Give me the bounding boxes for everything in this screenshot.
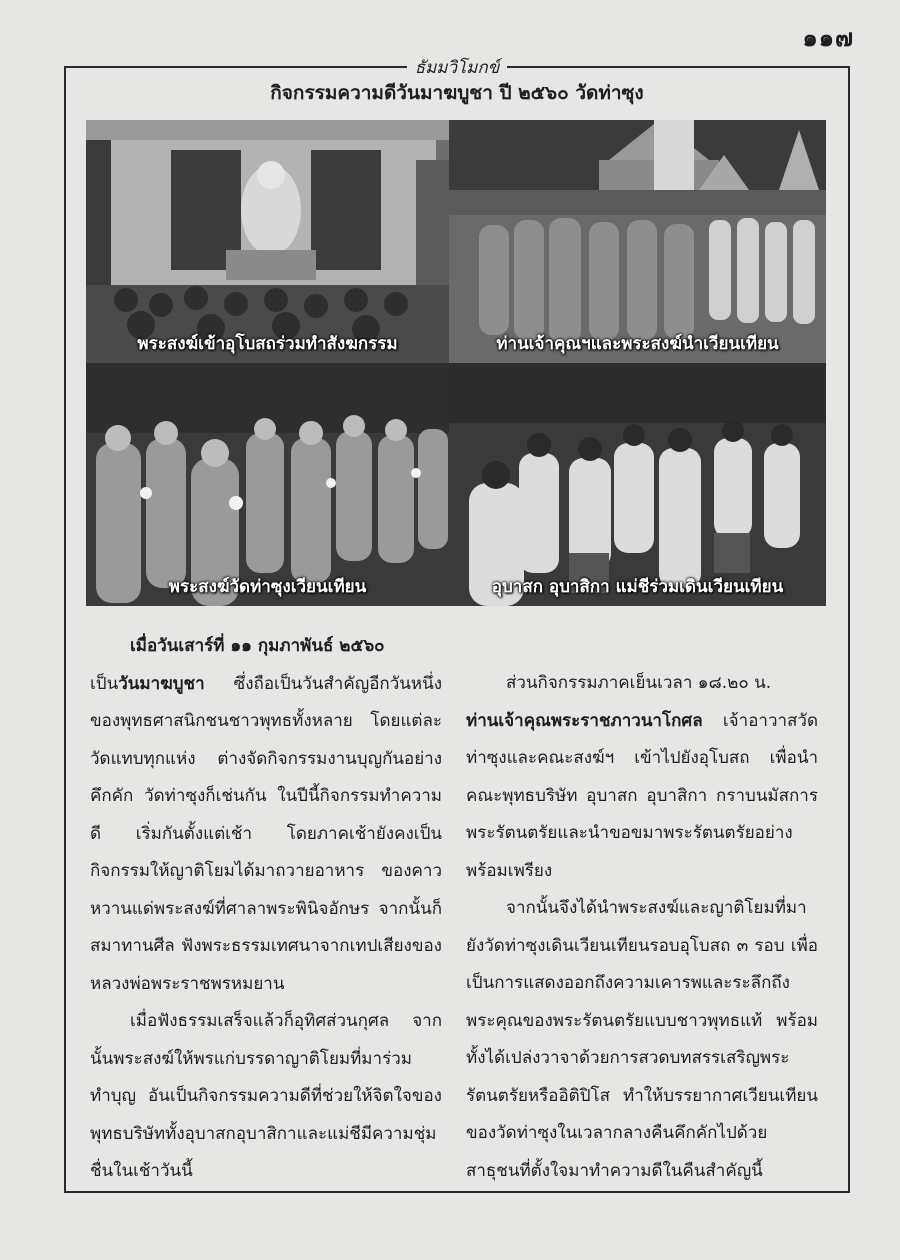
article-title: กิจกรรมความดีวันมาฆบูชา ปี ๒๕๖๐ วัดท่าซุง	[270, 82, 644, 104]
article-frame	[64, 58, 850, 1193]
paragraph	[466, 665, 818, 890]
paragraph: จากนั้นจึงได้นำพระสงฆ์และญาติโยมที่มายังวัดท่าซุงเดินเวียนเทียนรอบอุโบสถ ๓ รอบ เพื่อเป็นการแสดงออกถึงความเคารพและระลึกถึงพระคุณของพระรัตนตรัยแบบชาวพุทธแท้ พร้อมทั้งได้เปล่งวาจาด้วยการสวดบทสรรเสริญพระรัตนตรัยหรืออิติปิโส ทำให้บรรยากาศเวียนเทียนของวัดท่าซุงในเวลากลางคืนคึกคักไปด้วยสาธุชนที่ตั้งใจมาทำความดีในคืนสำคัญนี้	[466, 898, 818, 1181]
photo-monks-in-hall-image	[86, 120, 449, 363]
running-head-text: ธัมมวิโมกข์	[407, 58, 508, 78]
paragraph-text: เป็น	[90, 673, 119, 694]
paragraph-lead: เมื่อวันเสาร์ที่ ๑๑ กุมภาพันธ์ ๒๕๖๐	[130, 636, 385, 656]
running-head	[66, 54, 848, 81]
photo-caption: อุบาสก อุบาสิกา แม่ชีร่วมเดินเวียนเทียน	[491, 577, 784, 597]
paragraph-text: ส่วนกิจกรรมภาคเย็นเวลา ๑๘.๒๐ น.	[506, 673, 772, 693]
photo-monks-in-hall	[86, 120, 449, 363]
photo-abbot-leading-procession-image	[449, 120, 826, 363]
paragraph-text: ซึ่งถือเป็นวันสำคัญอีกวันหนึ่งของพุทธศาสนิกชนชาวพุทธทั้งหลาย โดยแต่ละวัดแทบทุกแห่ง ต่างจัดกิจกรรมงานบุญกันอย่างคึกคัก วัดท่าซุงก็เช่นกัน ในปีนี้กิจกรรมทำความดี เริ่มกันตั้งแต่เช้า โดยภาคเช้ายังคงเป็นกิจกรรมให้ญาติโยมได้มาถวายอาหาร ของคาวหวานแด่พระสงฆ์ที่ศาลาพระพินิจอักษร จากนั้นก็สมาทานศีล ฟังพระธรรมเทศนาจากเทปเสียงของหลวงพ่อพระราชพรหมยาน	[90, 673, 442, 994]
paragraph	[90, 628, 442, 1003]
photo-caption: พระสงฆ์วัดท่าซุงเวียนเทียน	[168, 577, 367, 597]
photo-caption: พระสงฆ์เข้าอุโบสถร่วมทำสังฆกรรม	[137, 334, 398, 354]
page-number: ๑๑๗	[802, 23, 854, 52]
paragraph-bold: วันมาฆบูชา	[118, 673, 205, 694]
photo-caption: ท่านเจ้าคุณฯและพระสงฆ์นำเวียนเทียน	[496, 334, 779, 354]
photo-grid	[86, 120, 826, 606]
paragraph-bold: ท่านเจ้าคุณพระราชภาวนาโกศล	[466, 710, 703, 731]
right-column	[466, 665, 818, 1190]
left-column	[90, 628, 442, 1191]
paragraph: เมื่อฟังธรรมเสร็จแล้วก็อุทิศส่วนกุศล จากนั้นพระสงฆ์ให้พรแก่บรรดาญาติโยมที่มาร่วมทำบุญ อันเป็นกิจกรรมความดีที่ช่วยให้จิตใจของพุทธบริษัททั้งอุบาสกอุบาสิกาและแม่ชีมีความชุ่มชื่นในเช้าวันนี้	[90, 1011, 442, 1181]
photo-monks-procession	[86, 363, 449, 606]
photo-monks-procession-image	[86, 363, 449, 606]
photo-lay-followers-procession	[449, 363, 826, 606]
photo-lay-followers-procession-image	[449, 363, 826, 606]
paragraph-text: เจ้าอาวาสวัดท่าซุงและคณะสงฆ์ฯ เข้าไปยังอุโบสถ เพื่อนำคณะพุทธบริษัท อุบาสก อุบาสิกา กราบนมัสการพระรัตนตรัยและนำขอขมาพระรัตนตรัยอย่างพร้อมเพรียง	[466, 710, 818, 881]
photo-abbot-leading-procession	[449, 120, 826, 363]
